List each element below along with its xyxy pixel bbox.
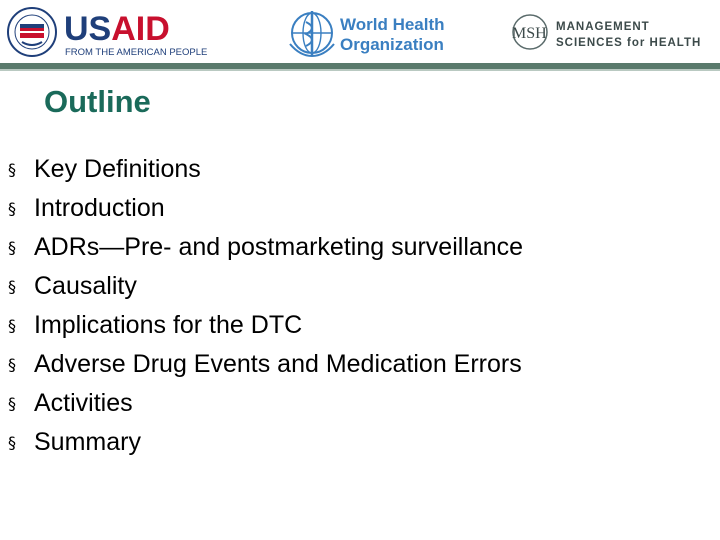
msh-logo — [510, 12, 702, 52]
outline-item-text: Implications for the DTC — [34, 311, 303, 339]
who-name-line1: World Health — [340, 15, 445, 34]
msh-name-line2: SCIENCES for HEALTH — [556, 37, 702, 49]
outline-item-text: ADRs—Pre- and postmarketing surveillance — [34, 233, 524, 261]
who-name-line2: Organization — [340, 35, 444, 54]
usaid-wordmark: USAID — [64, 10, 170, 48]
logo-bar — [0, 0, 720, 62]
header-divider-shadow — [0, 69, 720, 71]
outline-item-text: Key Definitions — [34, 155, 201, 183]
outline-item-text: Causality — [34, 272, 137, 300]
slide-title: Outline — [44, 84, 151, 119]
usaid-logo — [4, 6, 208, 58]
bullet-marker-icon: § — [8, 394, 16, 413]
bullet-marker-icon: § — [8, 238, 16, 257]
bullet-marker-icon: § — [8, 316, 16, 335]
msh-name-line1: MANAGEMENT — [556, 21, 650, 33]
usaid-tagline: FROM THE AMERICAN PEOPLE — [65, 47, 208, 58]
outline-item-text: Summary — [34, 428, 141, 456]
bullet-marker-icon: § — [8, 433, 16, 452]
bullet-marker-icon: § — [8, 199, 16, 218]
usaid-seal-icon — [8, 8, 56, 56]
who-emblem-icon — [290, 11, 334, 56]
outline-item-text: Activities — [34, 389, 133, 417]
msh-abbr: MSH — [512, 25, 547, 42]
bullet-marker-icon: § — [8, 277, 16, 296]
bullet-marker-icon: § — [8, 160, 16, 179]
who-logo — [286, 8, 446, 58]
outline-item-text: Introduction — [34, 194, 165, 222]
bullet-marker-icon: § — [8, 355, 16, 374]
outline-item-text: Adverse Drug Events and Medication Errors — [34, 350, 522, 378]
